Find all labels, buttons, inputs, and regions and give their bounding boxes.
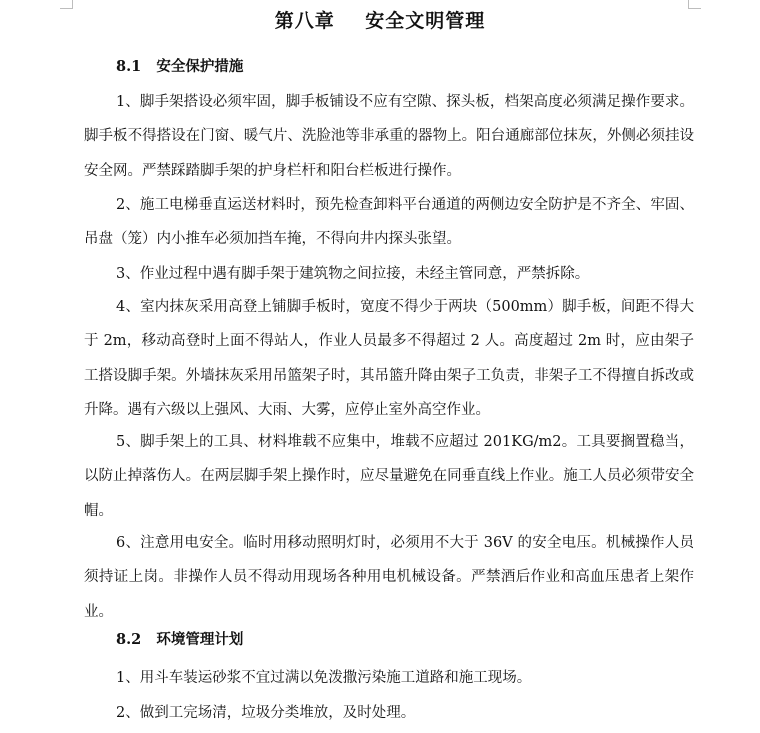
paragraph: 2、施工电梯垂直运送材料时，预先检查卸料平台通道的两侧边安全防护是不齐全、牢固、吊盘（笼）内小推车必须加挡车掩，不得向井内探头张望。 <box>84 197 694 248</box>
paragraph: 5、脚手架上的工具、材料堆载不应集中，堆载不应超过 201KG/m2。工具要搁置稳当，以防止掉落伤人。在两层脚手架上操作时，应尽量避免在同垂直线上作业。施工人员必须带安全帽。 <box>84 434 694 519</box>
paragraph: 4、室内抹灰采用高登上铺脚手板时，宽度不得少于两块（500mm）脚手板，间距不得大于 2m，移动高登时上面不得站人，作业人员最多不得超过 2 人。高度超过 2m 时，应由架子工搭设脚手架。外墙抹灰采用吊篮架子时，其吊篮升降由架子工负责，非架子工不得擅自拆改或升降。遇有六级以上强风、大雨、大雾，应停止室外高空作业。 <box>84 299 694 418</box>
paragraph: 1、用斗车装运砂浆不宜过满以免泼撒污染施工道路和施工现场。 <box>116 670 532 686</box>
chapter-title: 第八章 安全文明管理 <box>274 10 486 32</box>
paragraph: 6、注意用电安全。临时用移动照明灯时，必须用不大于 36V 的安全电压。机械操作人员须持证上岗。非操作人员不得动用现场各种用电机械设备。严禁酒后作业和高血压患者上架作业。 <box>84 535 694 620</box>
paragraph: 2、做到工完场清，垃圾分类堆放，及时处理。 <box>116 705 416 721</box>
paragraph: 3、作业过程中遇有脚手架于建筑物之间拉接，未经主管同意，严禁拆除。 <box>116 266 590 282</box>
paragraph: 1、脚手架搭设必须牢固，脚手板铺设不应有空隙、探头板，档架高度必须满足操作要求。脚手板不得搭设在门窗、暖气片、洗脸池等非承重的器物上。阳台通廊部位抹灰，外侧必须挂设安全网。严禁踩踏脚手架的护身栏杆和阳台栏板进行操作。 <box>84 94 694 179</box>
section-heading-8-1: 8.1 安全保护措施 <box>116 58 244 75</box>
section-heading-8-2: 8.2 环境管理计划 <box>116 631 244 648</box>
